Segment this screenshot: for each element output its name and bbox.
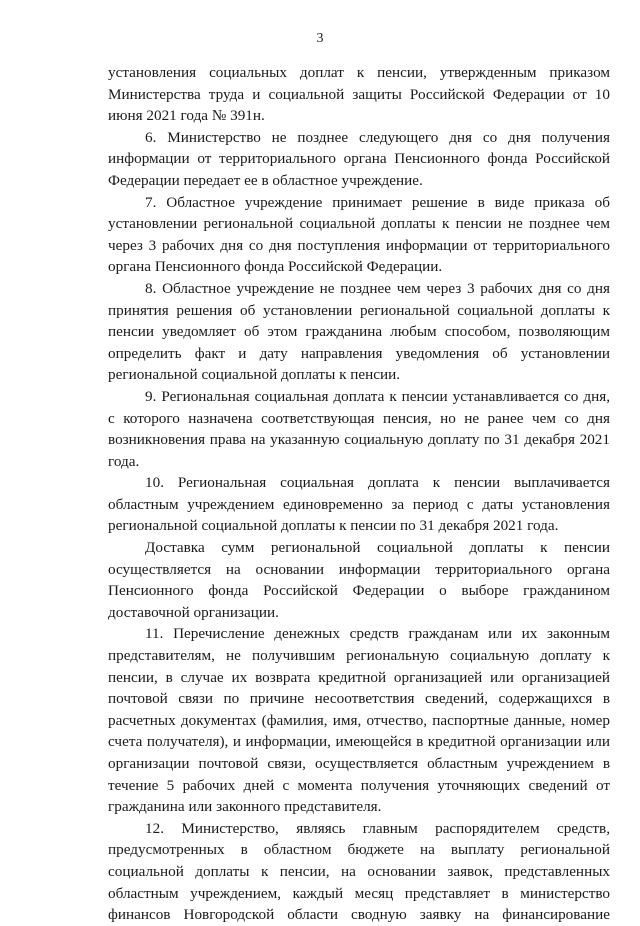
paragraph-item-6: 6. Министерство не позднее следующего дня со дня получения информации от территориального органа Пенсионного фонда Российской Федерации передает ее в областное учреждение. <box>108 128 610 189</box>
paragraph-item-11: 11. Перечисление денежных средств гражданам или их законным представителям, не получившим региональную социальную доплату к пенсии, в случае их возврата кредитной организацией или организацией почтовой связи по причине несоответствия сведений, содержащихся в расчетных документах (фамилия, имя, отчество, паспортные данные, номер счета получателя), и информации, имеющейся в кредитной организации или организации почтовой связи, осуществляется областным учреждением в течение 5 рабочих дней с момента получения уточняющих сведений от гражданина или законного представителя. <box>108 625 610 816</box>
paragraph-item-7: 7. Областное учреждение принимает решение в виде приказа об установлении региональной социальной доплаты к пенсии не позднее чем через 3 рабочих дня со дня поступления информации от территориального органа Пенсионного фонда Российской Федерации. <box>108 193 610 276</box>
paragraph-item-12: 12. Министерство, являясь главным распорядителем средств, предусмотренных в областном бюджете на выплату региональной социальной доплаты к пенсии, на основании заявок, представленных областным учреждением, каждый месяц представляет в министерство финансов Новгородской области сводную заявку на финансирование <box>108 819 610 924</box>
paragraph-continuation: установления социальных доплат к пенсии, утвержденным приказом Министерства труда и социальной защиты Российской Федерации от 10 июня 2021 года № 391н. <box>108 64 610 125</box>
paragraph-item-8: 8. Областное учреждение не позднее чем через 3 рабочих дня со дня принятия решения об установлении региональной социальной доплаты к пенсии уведомляет об этом гражданина любым способом, позволяющим определить факт и дату направления уведомления об установлении региональной социальной доплаты к пенсии. <box>108 279 610 384</box>
paragraph-delivery: Доставка сумм региональной социальной доплаты к пенсии осуществляется на основании информации территориального органа Пенсионного фонда Российской Федерации о выборе гражданином доставочной организации. <box>108 539 610 621</box>
document-body <box>108 62 610 926</box>
page-number: 3 <box>316 31 324 46</box>
paragraph-item-10: 10. Региональная социальная доплата к пенсии выплачивается областным учреждением единовременно за период с даты установления региональной социальной доплаты к пенсии по 31 декабря 2021 года. <box>108 474 610 535</box>
paragraph-item-9: 9. Региональная социальная доплата к пенсии устанавливается со дня, с которого назначена соответствующая пенсия, но не ранее чем со дня возникновения права на указанную социальную доплату по 31 декабря 2021 года. <box>108 387 610 470</box>
